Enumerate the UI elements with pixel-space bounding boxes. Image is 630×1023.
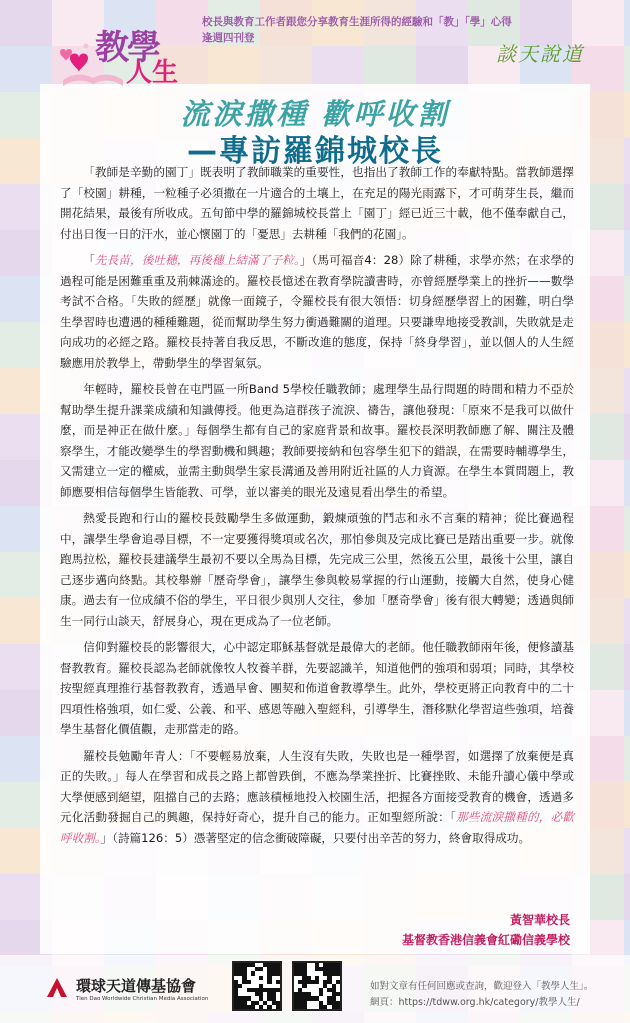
- article-subtitle: —專訪羅錦城校長: [187, 134, 443, 169]
- qr-cell: [276, 980, 280, 984]
- qr-cell: [267, 980, 271, 984]
- qr-cell: [276, 1005, 280, 1009]
- background-tile: [624, 322, 630, 368]
- paragraph-text: 羅校長勉勵年青人：「不要輕易放棄，人生沒有失敗，失敗也是一種學習，如選擇了放棄便是真正的失敗。」每人在學習和成長之路上都曾跌倒，不應為學業挫折、比賽挫敗、未能升讀心儀中學或大學便感到絕望，阻擋自己的去路；應該積極地投入校園生活，把握各方面接受教育的機會，透過多元化活動發掘自己的興趣，保持好奇心，提升自己的能力。正如聖經所說：「: [60, 748, 574, 824]
- qr-cell: [259, 967, 263, 971]
- background-tile: [624, 460, 630, 506]
- article-paragraph: [60, 379, 574, 502]
- qr-cell: [302, 1005, 306, 1009]
- bible-quote: 先長苗，後吐穗，再後穗上結滿了子粒。: [94, 253, 300, 267]
- header: [0, 0, 630, 90]
- contact-website-link[interactable]: 網頁：https://tdww.org.hk/category/教學人生/: [370, 997, 580, 1008]
- background-tile: [624, 598, 630, 644]
- qr-cell: [336, 1005, 340, 1009]
- qr-cell: [336, 971, 340, 975]
- paragraph-text: 」（詩篇126：5）憑著堅定的信念衝破障礙，只要付出辛苦的努力，終會取得成功。: [100, 830, 531, 845]
- qr-cell: [319, 992, 323, 996]
- author-name: 黃智華校長: [509, 913, 570, 927]
- bible-quote: 那些流淚撒種的，必歡呼收割。: [60, 810, 574, 845]
- org-name-english: Tien Dao Worldwide Christian Media Association: [76, 996, 209, 1002]
- qr-cell: [336, 980, 340, 984]
- background-tile: [624, 230, 630, 276]
- publication-schedule: 逢週四刊登: [202, 32, 255, 44]
- background-tile: [624, 874, 630, 920]
- article-body: [60, 162, 574, 854]
- author-signature: [402, 910, 570, 950]
- qr-cell: [259, 1005, 263, 1009]
- qr-cell: [267, 1005, 271, 1009]
- footer: [0, 955, 630, 1023]
- paragraph-text: 年輕時，羅校長曾在屯門區一所Band 5學校任職教師；處理學生品行問題的時間和精力不亞於幫助學生提升課業成績和知識傳授。他更為這群孩子流淚、禱告，讓他發現：「原來不是我可以做什麼，而是神正在做什麼。」每個學生都有自己的家庭背景和故事。羅校長深明教師應了解、關注及體察學生，才能改變學生的學習動機和興趣；教師要接納和包容學生犯下的錯誤，在需要時輔導學生，又需建立一定的權威，並需主動與學生家長溝通及善用附近社區的人力資源。在學生本質問題上，教師應要相信每個學生皆能教、可學，並以審美的眼光及遠見看出學生的希望。: [60, 382, 574, 499]
- org-name: 環球天道傳基協會: [76, 977, 197, 995]
- column-tagline: 校長與教育工作者跟您分享教育生涯所得的經驗和「教」「學」心得: [202, 16, 512, 28]
- background-tile: [624, 644, 630, 690]
- article-paragraph: [60, 250, 574, 373]
- qr-cell: [323, 1005, 327, 1009]
- contact-info: [370, 979, 593, 1011]
- org-logo-icon: [44, 975, 70, 1001]
- background-tile: [624, 736, 630, 782]
- logo-text-ren: 人生: [126, 58, 179, 88]
- column-name: 談天說道: [496, 42, 584, 66]
- background-tile: [624, 690, 630, 736]
- qr-cell: [276, 988, 280, 992]
- qr-cell: [251, 1005, 255, 1009]
- background-tile: [624, 828, 630, 874]
- paragraph-text: 信仰對羅校長的影響很大，心中認定耶穌基督就是最偉大的老師。他任職教師兩年後，便修讀基督教教育。羅校長認為老師就像牧人牧養羊群，先要認識羊，知道他們的強項和弱項；同時，其學校按聖經真理推行基督教教育，透過早會、團契和佈道會教導學生。此外，學校更將正向教育中的二十四項性格強項，如仁愛、公義、和平、感恩等融入聖經科，引導學生，潛移默化學習這些強項，培養學生基督化價值觀，走那當走的路。: [60, 640, 574, 736]
- qr-code-icon[interactable]: [232, 961, 282, 1011]
- qr-cell: [238, 984, 242, 988]
- paragraph-text: 「: [83, 253, 95, 267]
- author-school: 基督教香港信義會紅磡信義學校: [401, 933, 570, 947]
- qr-cell: [276, 971, 280, 975]
- background-tile: [624, 184, 630, 230]
- background-tile: [624, 368, 630, 414]
- article-paragraph: [60, 508, 574, 631]
- background-tile: [624, 552, 630, 598]
- background-tile: [624, 414, 630, 460]
- background-tile: [624, 506, 630, 552]
- paragraph-text: 熱愛長跑和行山的羅校長鼓勵學生多做運動，鍛煉頑強的鬥志和永不言棄的精神；從比賽過程中，讓學生學會追尋目標，不一定要獲得獎項或名次，那怕參與及完成比賽已是踏出重要一步。就像跑馬拉松，羅校長建議學生最初不要以全馬為目標，先完成三公里，然後五公里，最後十公里，讓自己逐步邁向終點。其校舉辦「歷奇學會」，讓學生參與較易掌握的行山運動，接觸大自然，使身心健康。過去有一位成績不俗的學生，平日很少與別人交往，參加「歷奇學會」後有很大轉變；透過與師生一同行山談天，舒展身心，現在更成為了一位老師。: [60, 511, 574, 628]
- contact-line: 如對文章有任何回應或查詢，歡迎登入「教學人生」。: [370, 981, 594, 992]
- qr-cell: [336, 992, 340, 996]
- paragraph-text: 」（馬可福音4：28）除了耕種，求學亦然；在求學的過程可能是困難重重及荊棘滿途的。羅校長憶述在教育學院讀書時，亦曾經歷學業上的挫折——數學考試不合格。「失敗的經歷」就像一面鏡子，令羅校長有很大領悟：切身經歷學習上的困難，明白學生學習時也遭遇的種種難題，從而幫助學生努力衝過難關的道理。只要謙卑地接受教訓，失敗就是走向成功的必經之路。羅校長持著自我反思，不斷改進的態度，保持「終身學習」，並以個人的人生經驗應用於教學上，帶動學生的學習氣氛。: [60, 253, 574, 370]
- qr-cell: [259, 976, 263, 980]
- qr-cell: [251, 971, 255, 975]
- qr-code-icon[interactable]: [292, 961, 342, 1011]
- article-title: 流淚撒種 歡呼收割: [180, 97, 450, 131]
- background-tile: [624, 782, 630, 828]
- article-paragraph: [60, 746, 574, 849]
- background-tile: [624, 276, 630, 322]
- logo-text-jiao: 教學: [95, 28, 159, 68]
- article-paragraph: [60, 162, 574, 244]
- paragraph-text: 「教師是辛勤的園丁」既表明了教師職業的重要性，也指出了教師工作的奉獻特點。當教師選擇了「校園」耕種，一粒種子必須撒在一片適合的土壤上，在充足的陽光雨露下，才可萌芽生長，繼而開花結果，最後有所收成。五旬節中學的羅錦城校長當上「園丁」經已近三十載，他不僅奉獻自己，付出日復一日的汗水，並心懷園丁的「憂思」去耕種「我們的花園」。: [60, 165, 574, 241]
- qr-cell: [315, 980, 319, 984]
- qr-cell: [302, 984, 306, 988]
- qr-cell: [247, 980, 251, 984]
- article-paragraph: [60, 637, 574, 740]
